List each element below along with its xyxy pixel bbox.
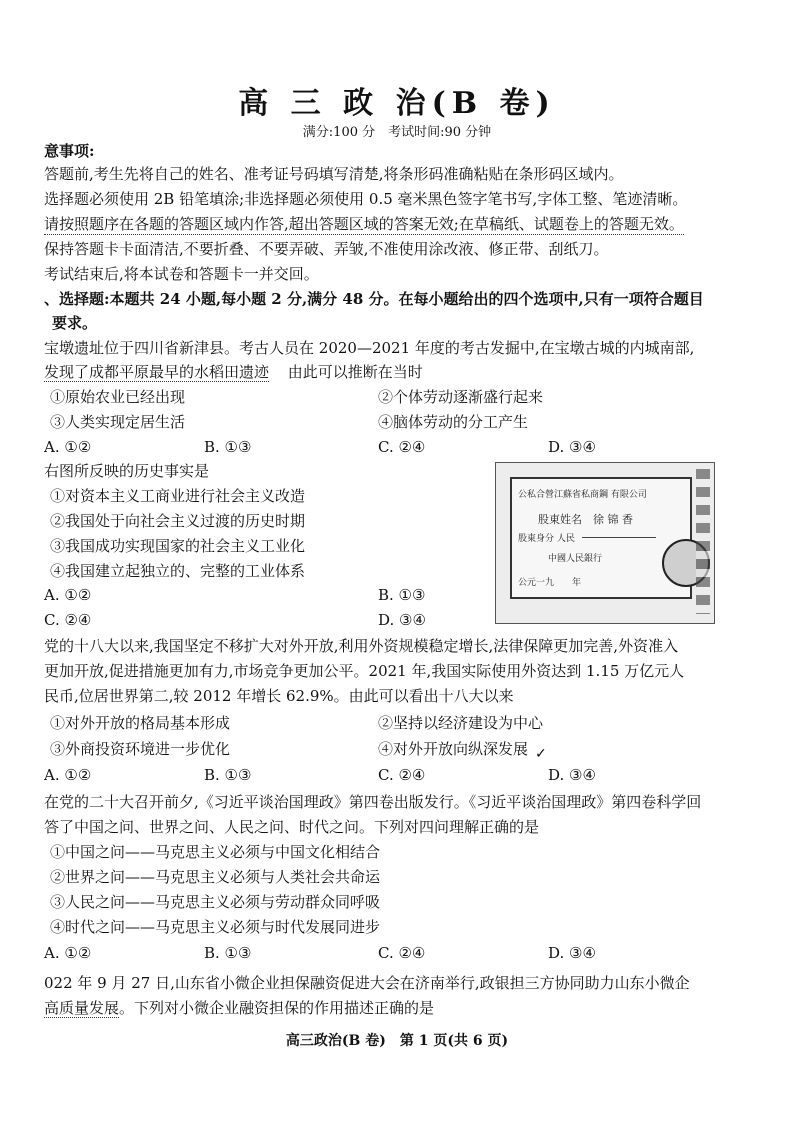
answer-choice: A. ①② (44, 766, 92, 784)
notice-item: 考试结束后,将本试卷和答题卡一并交回。 (44, 265, 319, 283)
option: ②世界之问——马克思主义必须与人类社会共命运 (50, 868, 381, 886)
certificate-text: 中國人民銀行 (548, 554, 603, 564)
certificate-text: 股東身分 人民 (518, 534, 575, 544)
answer-choice: C. ②④ (378, 766, 426, 784)
section-heading: 、选择题:本题共 24 小题,每小题 2 分,满分 48 分。在每小题给出的四个选项中,只有一项符合题目 (44, 290, 704, 308)
notice-item: 答题前,考生先将自己的姓名、准考证号码填写清楚,将条形码准确粘贴在条形码区域内。 (44, 165, 624, 183)
question-stem-part: 由此可以推断在当时 (287, 363, 423, 381)
answer-choice: A. ①② (44, 586, 92, 604)
option: ④时代之问——马克思主义必须与时代发展同进步 (50, 918, 381, 936)
certificate-text: 公元一九 年 (518, 578, 582, 588)
answer-choice: D. ③④ (548, 766, 596, 784)
answer-choice: A. ①② (44, 944, 92, 962)
checkmark-icon: ✓ (535, 746, 547, 762)
option: ②坚持以经济建设为中心 (378, 714, 544, 732)
question-stem-part: 发现了成都平原最早的水稻田遗迹 (44, 363, 270, 381)
answer-choice: D. ③④ (548, 438, 596, 456)
section-heading: 要求。 (52, 314, 98, 332)
option: ④脑体劳动的分工产生 (378, 413, 529, 431)
question-stem: 民币,位居世界第二,较 2012 年增长 62.9%。由此可以看出十八大以来 (44, 687, 514, 705)
answer-choice: B. ①③ (378, 586, 426, 604)
certificate-text: 公私合營江蘇省私商鋼 有限公司 (518, 490, 647, 500)
option: ①对外开放的格局基本形成 (50, 714, 231, 732)
question-stem: 宝墩遗址位于四川省新津县。考古人员在 2020—2021 年度的考古发掘中,在宝墩古城的内城南部, (44, 339, 695, 357)
certificate-text: 股東姓名 徐 锦 香 (538, 513, 633, 526)
option: ③人类实现定居生活 (50, 413, 186, 431)
question-stem: 更加开放,促进措施更加有力,市场竞争更加公平。2021 年,我国实际使用外资达到 1.15 万亿元人 (44, 662, 685, 680)
question-stem: 在党的二十大召开前夕,《习近平谈治国理政》第四卷出版发行。《习近平谈治国理政》第四卷科学回 (44, 793, 702, 811)
option: ④对外开放向纵深发展 (378, 740, 529, 758)
answer-choice: C. ②④ (378, 944, 426, 962)
option: ②我国处于向社会主义过渡的历史时期 (50, 512, 306, 530)
option: ④我国建立起独立的、完整的工业体系 (50, 562, 306, 580)
answer-choice: D. ③④ (378, 611, 426, 629)
question-stem-part: 高质量发展 (44, 999, 120, 1017)
certificate-photo (495, 462, 715, 624)
answer-choice: A. ①② (44, 438, 92, 456)
question-stem-part: 。下列对小微企业融资担保的作用描述正确的是 (119, 999, 435, 1017)
notice-item: 请按照题序在各题的答题区域内作答,超出答题区域的答案无效;在草稿纸、试题卷上的答题无效。 (44, 215, 684, 233)
option: ①中国之问——马克思主义必须与中国文化相结合 (50, 843, 381, 861)
option: ①对资本主义工商业进行社会主义改造 (50, 487, 306, 505)
certificate-frame (510, 477, 692, 599)
notice-heading: 意事项: (44, 142, 95, 160)
exam-info: 满分:100 分 考试时间:90 分钟 (302, 125, 492, 140)
question-stem: 答了中国之问、世界之问、人民之问、时代之问。下列对四问理解正确的是 (44, 818, 540, 836)
answer-choice: B. ①③ (204, 766, 252, 784)
question-stem: 党的十八大以来,我国坚定不移扩大对外开放,利用外资规模稳定增长,法律保障更加完善,外资准入 (44, 637, 679, 655)
notice-item: 保持答题卡卡面清洁,不要折叠、不要弄破、弄皱,不准使用涂改液、修正带、刮纸刀。 (44, 240, 609, 258)
question-stem: 022 年 9 月 27 日,山东省小微企业担保融资促进大会在济南举行,政银担三方协同助力山东小微企 (44, 974, 690, 992)
notice-item: 选择题必须使用 2B 铅笔填涂;非选择题必须使用 0.5 毫米黑色签字笔书写,字体工整、笔迹清晰。 (44, 190, 688, 208)
answer-choice: B. ①③ (204, 438, 252, 456)
certificate-rule (582, 537, 656, 538)
page-footer: 高三政治(B 卷) 第 1 页(共 6 页) (285, 1033, 509, 1049)
question-stem: 右图所反映的历史事实是 (44, 462, 210, 480)
answer-choice: B. ①③ (204, 944, 252, 962)
option: ③外商投资环境进一步优化 (50, 740, 231, 758)
option: ②个体劳动逐渐盛行起来 (378, 388, 544, 406)
answer-choice: C. ②④ (44, 611, 92, 629)
certificate-edge (696, 469, 710, 614)
answer-choice: D. ③④ (548, 944, 596, 962)
option: ③人民之问——马克思主义必须与劳动群众同呼吸 (50, 893, 381, 911)
option: ①原始农业已经出现 (50, 388, 186, 406)
page-title: 高 三 政 治(B 卷) (238, 86, 556, 121)
question-stem (44, 998, 434, 1018)
question-stem (44, 362, 423, 382)
option: ③我国成功实现国家的社会主义工业化 (50, 537, 306, 555)
answer-choice: C. ②④ (378, 438, 426, 456)
